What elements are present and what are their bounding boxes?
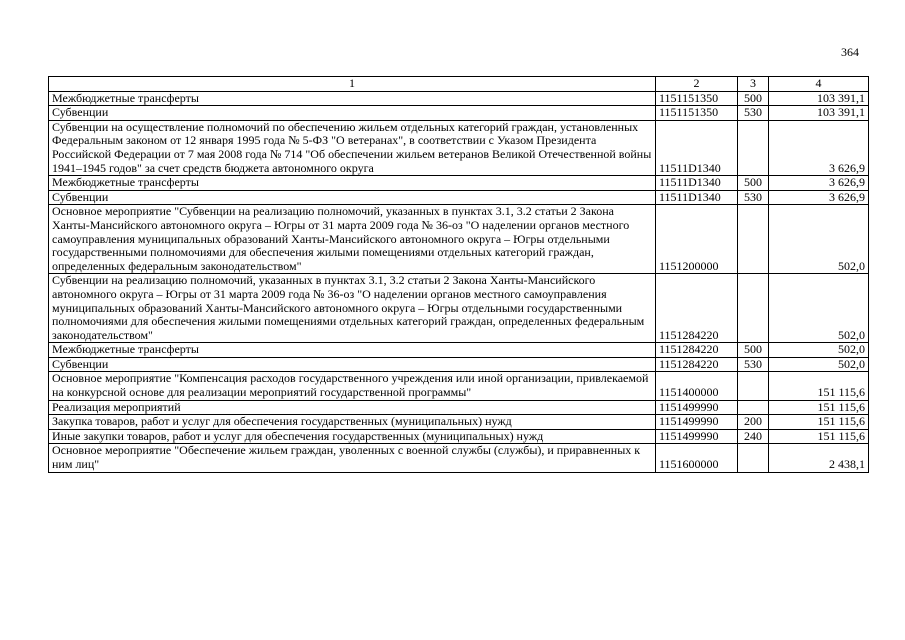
table-row [49, 415, 869, 430]
table-row [49, 372, 869, 400]
page-number: 364 [841, 45, 859, 59]
table-row [49, 343, 869, 358]
row-expense-type [738, 372, 769, 400]
table-row [49, 176, 869, 191]
budget-table [48, 76, 869, 473]
table-row [49, 120, 869, 175]
row-description: Основное мероприятие "Компенсация расходов государственного учреждения или иной организации, привлекаемой на конкурсной основе для реализации мероприятий государственной программы" [49, 372, 656, 400]
table-row [49, 400, 869, 415]
row-expense-type: 500 [738, 343, 769, 358]
row-amount: 3 626,9 [769, 190, 869, 205]
table-row [49, 444, 869, 472]
row-amount: 3 626,9 [769, 120, 869, 175]
row-target-code: 1151400000 [656, 372, 738, 400]
row-amount: 502,0 [769, 205, 869, 274]
row-amount: 103 391,1 [769, 106, 869, 121]
row-expense-type: 530 [738, 190, 769, 205]
row-amount: 502,0 [769, 343, 869, 358]
row-expense-type: 240 [738, 429, 769, 444]
table-header-row [49, 77, 869, 92]
column-header-1: 1 [49, 77, 656, 92]
table-row [49, 274, 869, 343]
row-target-code: 1151151350 [656, 106, 738, 121]
row-amount: 103 391,1 [769, 91, 869, 106]
row-target-code: 1151284220 [656, 357, 738, 372]
row-description: Межбюджетные трансферты [49, 91, 656, 106]
row-target-code: 1151499990 [656, 415, 738, 430]
column-header-2: 2 [656, 77, 738, 92]
row-target-code: 1151600000 [656, 444, 738, 472]
row-expense-type: 500 [738, 176, 769, 191]
row-amount: 502,0 [769, 274, 869, 343]
row-amount: 151 115,6 [769, 415, 869, 430]
table-row [49, 357, 869, 372]
table-row [49, 91, 869, 106]
row-target-code: 11511D1340 [656, 190, 738, 205]
row-target-code: 11511D1340 [656, 120, 738, 175]
row-target-code: 1151499990 [656, 429, 738, 444]
column-header-3: 3 [738, 77, 769, 92]
row-amount: 151 115,6 [769, 372, 869, 400]
row-description: Основное мероприятие "Субвенции на реализацию полномочий, указанных в пунктах 3.1, 3.2 статьи 2 Закона Ханты-Мансийского автономного округа – Югры от 31 марта 2009 года № 36-оз "О наделении органов местного самоуправления муниципальных образований Ханты-Мансийского автономного округа – Югры отдельными государственными полномочиями для обеспечения жилыми помещениями отдельных категорий граждан, определенных федеральным законодательством" [49, 205, 656, 274]
row-amount: 2 438,1 [769, 444, 869, 472]
row-description: Субвенции [49, 357, 656, 372]
row-expense-type [738, 400, 769, 415]
table-row [49, 429, 869, 444]
row-description: Субвенции на реализацию полномочий, указанных в пунктах 3.1, 3.2 статьи 2 Закона Ханты-Мансийского автономного округа – Югры от 31 марта 2009 года № 36-оз "О наделении органов местного самоуправления муниципальных образований Ханты-Мансийского автономного округа – Югры отдельными государственными полномочиями для обеспечения жилыми помещениями отдельных категорий граждан, определенных федеральным законодательством" [49, 274, 656, 343]
row-expense-type [738, 205, 769, 274]
row-expense-type [738, 444, 769, 472]
table-row [49, 190, 869, 205]
row-target-code: 11511D1340 [656, 176, 738, 191]
row-description: Субвенции [49, 190, 656, 205]
row-expense-type: 530 [738, 357, 769, 372]
table-row [49, 106, 869, 121]
row-description: Иные закупки товаров, работ и услуг для обеспечения государственных (муниципальных) нужд [49, 429, 656, 444]
row-target-code: 1151284220 [656, 343, 738, 358]
row-description: Основное мероприятие "Обеспечение жильем граждан, уволенных с военной службы (службы), и приравненных к ним лиц" [49, 444, 656, 472]
row-expense-type [738, 120, 769, 175]
row-amount: 502,0 [769, 357, 869, 372]
row-expense-type: 200 [738, 415, 769, 430]
row-target-code: 1151499990 [656, 400, 738, 415]
row-expense-type: 500 [738, 91, 769, 106]
row-description: Межбюджетные трансферты [49, 343, 656, 358]
row-amount: 3 626,9 [769, 176, 869, 191]
row-description: Межбюджетные трансферты [49, 176, 656, 191]
row-target-code: 1151151350 [656, 91, 738, 106]
table-row [49, 205, 869, 274]
column-header-4: 4 [769, 77, 869, 92]
row-expense-type [738, 274, 769, 343]
row-expense-type: 530 [738, 106, 769, 121]
row-description: Закупка товаров, работ и услуг для обеспечения государственных (муниципальных) нужд [49, 415, 656, 430]
row-amount: 151 115,6 [769, 400, 869, 415]
row-description: Реализация мероприятий [49, 400, 656, 415]
row-description: Субвенции на осуществление полномочий по обеспечению жильем отдельных категорий граждан, установленных Федеральным законом от 12 января 1995 года № 5-ФЗ "О ветеранах", в соответствии с Указом Президента Российской Федерации от 7 мая 2008 года № 714 "Об обеспечении жильем ветеранов Великой Отечественной войны 1941–1945 годов" за счет средств бюджета автономного округа [49, 120, 656, 175]
row-target-code: 1151284220 [656, 274, 738, 343]
row-target-code: 1151200000 [656, 205, 738, 274]
row-amount: 151 115,6 [769, 429, 869, 444]
row-description: Субвенции [49, 106, 656, 121]
